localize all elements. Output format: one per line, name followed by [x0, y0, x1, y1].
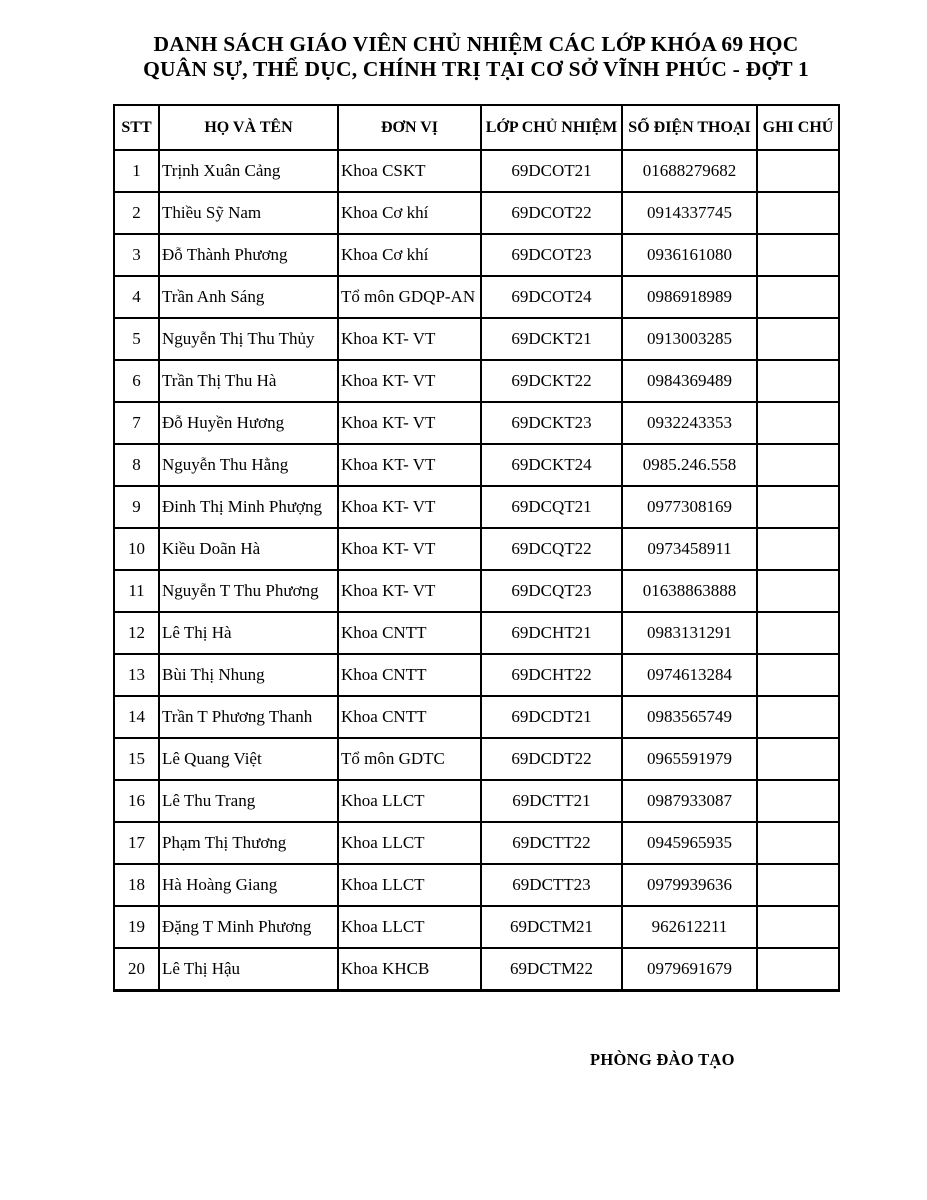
cell-phone: 0984369489 [622, 360, 757, 402]
cell-name: Thiều Sỹ Nam [159, 192, 338, 234]
table-row [114, 486, 839, 528]
cell-name: Kiều Doãn Hà [159, 528, 338, 570]
cell-phone: 0983565749 [622, 696, 757, 738]
cell-note [757, 276, 839, 318]
cell-unit: Khoa Cơ khí [338, 192, 481, 234]
cell-phone: 0986918989 [622, 276, 757, 318]
table-row [114, 402, 839, 444]
cell-name: Trần Anh Sáng [159, 276, 338, 318]
cell-stt: 13 [114, 654, 159, 696]
cell-class: 69DCDT21 [481, 696, 622, 738]
cell-phone: 0945965935 [622, 822, 757, 864]
table-row [114, 948, 839, 991]
table-row [114, 528, 839, 570]
cell-phone: 0914337745 [622, 192, 757, 234]
cell-stt: 7 [114, 402, 159, 444]
cell-note [757, 234, 839, 276]
cell-class: 69DCOT23 [481, 234, 622, 276]
page-title-line-2: QUÂN SỰ, THỂ DỤC, CHÍNH TRỊ TẠI CƠ SỞ VĨNH PHÚC - ĐỢT 1 [143, 57, 809, 81]
cell-name: Đỗ Huyền Hương [159, 402, 338, 444]
table-row [114, 318, 839, 360]
table-row [114, 654, 839, 696]
cell-class: 69DCOT22 [481, 192, 622, 234]
cell-name: Lê Thị Hà [159, 612, 338, 654]
cell-name: Phạm Thị Thương [159, 822, 338, 864]
cell-unit: Khoa CNTT [338, 612, 481, 654]
header-name: HỌ VÀ TÊN [159, 105, 338, 150]
cell-phone: 0913003285 [622, 318, 757, 360]
table-row [114, 234, 839, 276]
cell-note [757, 738, 839, 780]
cell-stt: 17 [114, 822, 159, 864]
header-unit: ĐƠN VỊ [338, 105, 481, 150]
cell-class: 69DCTM22 [481, 948, 622, 991]
cell-name: Bùi Thị Nhung [159, 654, 338, 696]
cell-class: 69DCQT23 [481, 570, 622, 612]
cell-name: Nguyễn Thị Thu Thủy [159, 318, 338, 360]
cell-phone: 0979939636 [622, 864, 757, 906]
cell-class: 69DCKT23 [481, 402, 622, 444]
cell-note [757, 780, 839, 822]
cell-phone: 0979691679 [622, 948, 757, 991]
cell-unit: Khoa KHCB [338, 948, 481, 991]
cell-name: Nguyễn T Thu Phương [159, 570, 338, 612]
cell-class: 69DCTT23 [481, 864, 622, 906]
cell-unit: Tổ môn GDTC [338, 738, 481, 780]
cell-unit: Khoa Cơ khí [338, 234, 481, 276]
cell-name: Lê Thị Hậu [159, 948, 338, 991]
header-class: LỚP CHỦ NHIỆM [481, 105, 622, 150]
cell-phone: 01688279682 [622, 150, 757, 192]
table-body [114, 150, 839, 991]
cell-class: 69DCHT22 [481, 654, 622, 696]
cell-class: 69DCKT24 [481, 444, 622, 486]
cell-unit: Khoa KT- VT [338, 444, 481, 486]
table-row [114, 360, 839, 402]
cell-phone: 0977308169 [622, 486, 757, 528]
table-row [114, 780, 839, 822]
cell-unit: Khoa LLCT [338, 906, 481, 948]
table-row [114, 276, 839, 318]
cell-phone: 0965591979 [622, 738, 757, 780]
cell-class: 69DCKT21 [481, 318, 622, 360]
teacher-table [113, 104, 840, 992]
cell-name: Lê Thu Trang [159, 780, 338, 822]
cell-note [757, 696, 839, 738]
cell-unit: Khoa KT- VT [338, 528, 481, 570]
cell-name: Trịnh Xuân Cảng [159, 150, 338, 192]
cell-stt: 15 [114, 738, 159, 780]
table-row [114, 864, 839, 906]
cell-phone: 0983131291 [622, 612, 757, 654]
cell-class: 69DCTM21 [481, 906, 622, 948]
cell-unit: Khoa CNTT [338, 696, 481, 738]
cell-note [757, 528, 839, 570]
cell-note [757, 486, 839, 528]
table-row [114, 570, 839, 612]
header-stt: STT [114, 105, 159, 150]
cell-phone: 0974613284 [622, 654, 757, 696]
table-row [114, 822, 839, 864]
footer-signature: PHÒNG ĐÀO TẠO [590, 1050, 735, 1069]
cell-stt: 16 [114, 780, 159, 822]
cell-stt: 10 [114, 528, 159, 570]
cell-unit: Khoa LLCT [338, 864, 481, 906]
cell-name: Trần Thị Thu Hà [159, 360, 338, 402]
cell-note [757, 654, 839, 696]
cell-note [757, 150, 839, 192]
cell-stt: 8 [114, 444, 159, 486]
cell-unit: Tổ môn GDQP-AN [338, 276, 481, 318]
header-phone: SỐ ĐIỆN THOẠI [622, 105, 757, 150]
page-title [101, 32, 851, 82]
cell-note [757, 444, 839, 486]
cell-note [757, 318, 839, 360]
cell-name: Hà Hoàng Giang [159, 864, 338, 906]
cell-phone: 0985.246.558 [622, 444, 757, 486]
cell-phone: 962612211 [622, 906, 757, 948]
cell-name: Trần T Phương Thanh [159, 696, 338, 738]
cell-note [757, 612, 839, 654]
cell-stt: 18 [114, 864, 159, 906]
cell-unit: Khoa KT- VT [338, 318, 481, 360]
cell-name: Nguyễn Thu Hằng [159, 444, 338, 486]
table-row [114, 150, 839, 192]
cell-name: Đặng T Minh Phương [159, 906, 338, 948]
cell-stt: 14 [114, 696, 159, 738]
cell-class: 69DCOT24 [481, 276, 622, 318]
table-row [114, 906, 839, 948]
header-note: GHI CHÚ [757, 105, 839, 150]
cell-stt: 4 [114, 276, 159, 318]
cell-class: 69DCKT22 [481, 360, 622, 402]
cell-unit: Khoa KT- VT [338, 360, 481, 402]
cell-unit: Khoa CSKT [338, 150, 481, 192]
cell-stt: 12 [114, 612, 159, 654]
cell-phone: 0932243353 [622, 402, 757, 444]
cell-stt: 20 [114, 948, 159, 991]
cell-unit: Khoa LLCT [338, 780, 481, 822]
cell-phone: 0936161080 [622, 234, 757, 276]
cell-note [757, 948, 839, 991]
table-header-row [114, 105, 839, 150]
cell-phone: 0973458911 [622, 528, 757, 570]
cell-name: Đỗ Thành Phương [159, 234, 338, 276]
cell-class: 69DCQT22 [481, 528, 622, 570]
table-row [114, 192, 839, 234]
cell-unit: Khoa KT- VT [338, 570, 481, 612]
cell-unit: Khoa KT- VT [338, 402, 481, 444]
cell-class: 69DCOT21 [481, 150, 622, 192]
cell-unit: Khoa KT- VT [338, 486, 481, 528]
cell-note [757, 570, 839, 612]
table-row [114, 612, 839, 654]
page-title-line-1: DANH SÁCH GIÁO VIÊN CHỦ NHIỆM CÁC LỚP KHÓA 69 HỌC [153, 32, 799, 56]
cell-stt: 3 [114, 234, 159, 276]
cell-stt: 11 [114, 570, 159, 612]
cell-class: 69DCTT21 [481, 780, 622, 822]
cell-name: Lê Quang Việt [159, 738, 338, 780]
cell-note [757, 402, 839, 444]
table-row [114, 696, 839, 738]
table-header [114, 105, 839, 150]
cell-stt: 1 [114, 150, 159, 192]
cell-stt: 9 [114, 486, 159, 528]
cell-name: Đinh Thị Minh Phượng [159, 486, 338, 528]
cell-stt: 2 [114, 192, 159, 234]
cell-stt: 6 [114, 360, 159, 402]
cell-unit: Khoa LLCT [338, 822, 481, 864]
cell-class: 69DCDT22 [481, 738, 622, 780]
table-row [114, 738, 839, 780]
cell-note [757, 360, 839, 402]
cell-stt: 5 [114, 318, 159, 360]
cell-unit: Khoa CNTT [338, 654, 481, 696]
cell-phone: 0987933087 [622, 780, 757, 822]
cell-note [757, 822, 839, 864]
cell-class: 69DCHT21 [481, 612, 622, 654]
cell-phone: 01638863888 [622, 570, 757, 612]
cell-note [757, 864, 839, 906]
cell-class: 69DCQT21 [481, 486, 622, 528]
cell-class: 69DCTT22 [481, 822, 622, 864]
cell-note [757, 192, 839, 234]
cell-stt: 19 [114, 906, 159, 948]
table-row [114, 444, 839, 486]
cell-note [757, 906, 839, 948]
